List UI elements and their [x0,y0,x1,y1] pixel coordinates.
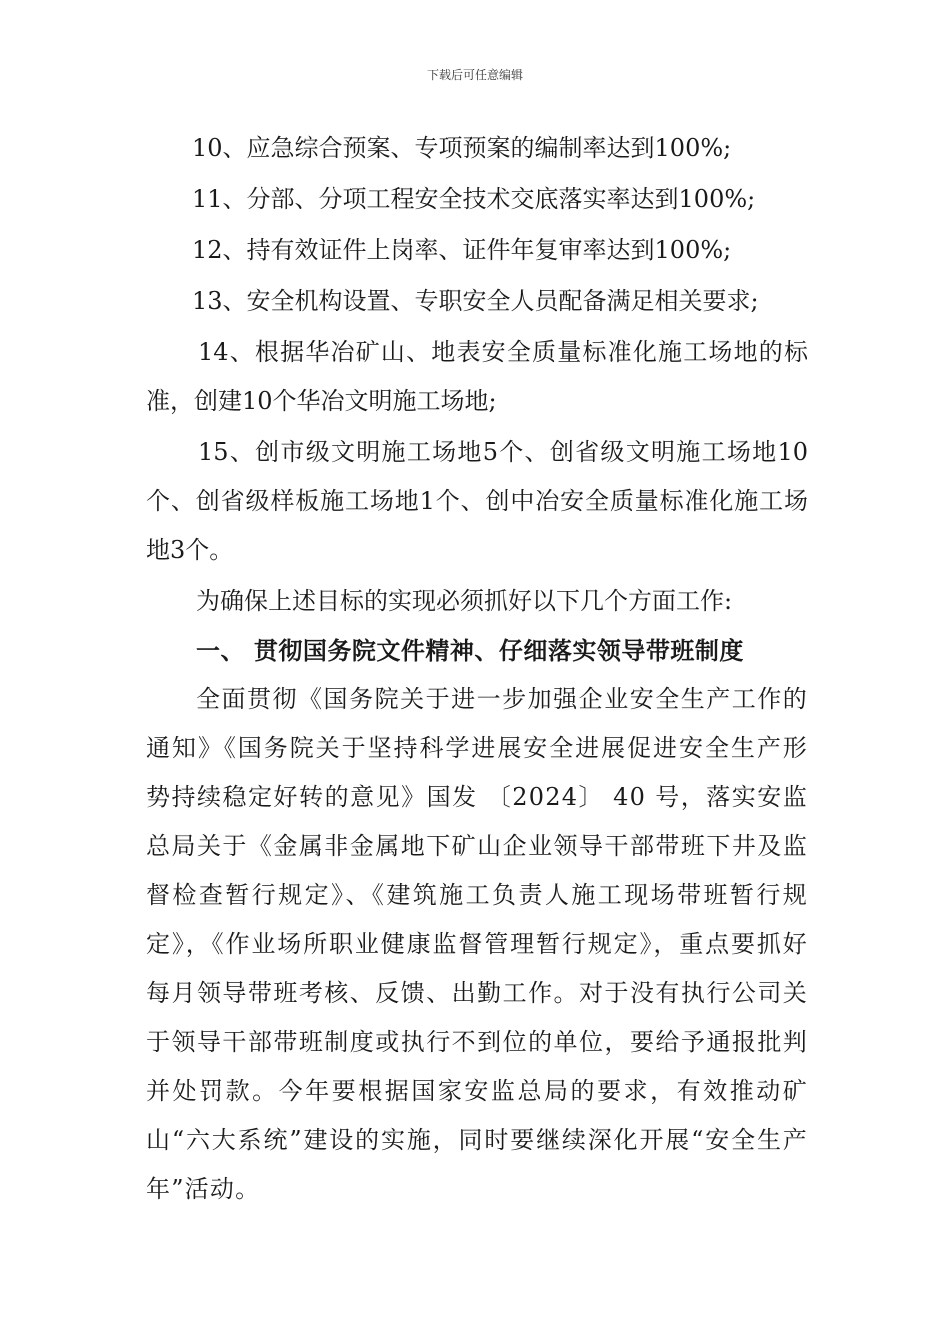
section-body-1: 全面贯彻《国务院关于进一步加强企业安全生产工作的通知》《国务院关于坚持科学进展安全进展促进安全生产形势持续稳定好转的意见》国发 〔2024〕 40 号，落实安监总局关于《金属非金属地下矿山企业领导干部带班下井及监督检查暂行规定》、《建筑施工负责人施工现场带班暂行规定》，《作业场所职业健康监督管理暂行规定》，重点要抓好每月领导带班考核、反馈、出勤工作。对于没有执行公司关于领导干部带班制度或执行不到位的单位，要给予通报批判并处罚款。今年要根据国家安监总局的要求，有效推动矿山“六大系统”建设的实施，同时要继续深化开展“安全生产年”活动。 [146,685,808,1203]
target-item-13: 13、安全机构设置、专职安全人员配备满足相关要求; [192,287,759,315]
target-item-11: 11、分部、分项工程安全技术交底落实率达到100%; [192,185,756,213]
page-header-note: 下载后可任意编辑 [426,68,523,82]
lead-sentence: 为确保上述目标的实现必须抓好以下几个方面工作: [196,587,733,615]
target-item-12: 12、持有效证件上岗率、证件年复审率达到100%; [192,236,732,264]
section-heading-1: 一、 贯彻国务院文件精神、仔细落实领导带班制度 [196,636,744,665]
target-item-10: 10、应急综合预案、专项预案的编制率达到100%; [192,134,732,162]
target-item-14: 14、根据华冶矿山、地表安全质量标准化施工场地的标准，创建10个华冶文明施工场地; [146,338,808,415]
document-body [146,124,808,1214]
target-item-15: 15、创市级文明施工场地5个、创省级文明施工场地10个、创省级样板施工场地1个、创中冶安全质量标准化施工场地3个。 [146,438,808,564]
